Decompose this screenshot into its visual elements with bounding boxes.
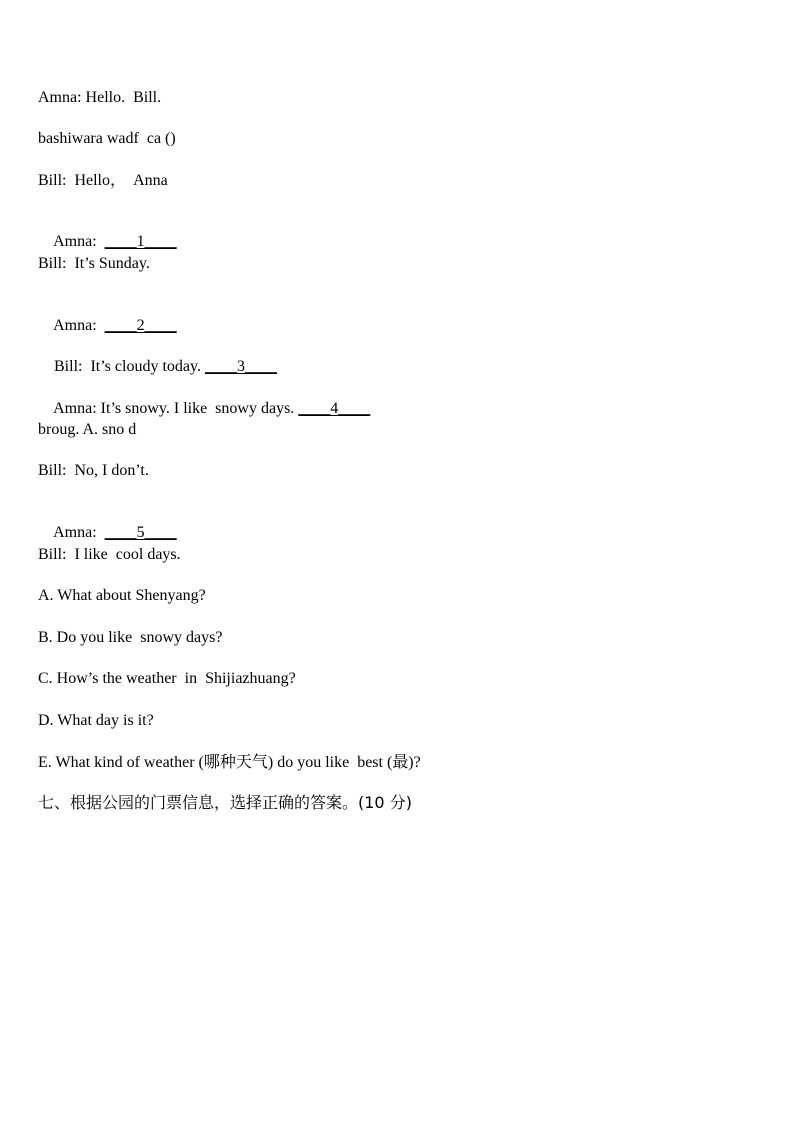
dialogue-line-3: Bill: Hello， Anna <box>38 172 168 189</box>
dialogue-line-10: Bill: No, I don’t. <box>38 462 149 479</box>
dialogue-line-1: Amna: Hello. Bill. <box>38 89 162 106</box>
speaker-prefix: Amna: <box>53 317 105 334</box>
option-b: B. Do you like snowy days? <box>38 629 223 646</box>
option-c: C. How’s the weather in Shijiazhuang? <box>38 670 296 687</box>
answer-blank-1: ____1____ <box>104 233 177 250</box>
speaker-prefix: Amna: <box>53 524 105 541</box>
option-d: D. What day is it? <box>38 712 154 729</box>
answer-blank-3: ____3____ <box>204 358 277 375</box>
speaker-prefix: Amna: It’s snowy. I like snowy days. <box>53 400 299 417</box>
answer-blank-5: ____5____ <box>104 524 177 541</box>
speaker-prefix: Bill: It’s cloudy today. <box>54 358 205 375</box>
answer-blank-4: ____4____ <box>298 400 371 417</box>
answer-blank-2: ____2____ <box>104 317 177 334</box>
dialogue-line-12: Bill: I like cool days. <box>38 546 181 563</box>
section-heading: 七、根据公园的门票信息，选择正确的答案。(10 分) <box>38 793 412 812</box>
dialogue-line-5: Bill: It’s Sunday. <box>38 255 150 272</box>
speaker-prefix: Amna: <box>53 233 105 250</box>
option-a: A. What about Shenyang? <box>38 587 206 604</box>
dialogue-line-2: bashiwara wadf ca () <box>38 130 176 147</box>
dialogue-line-9: broug. A. sno d <box>38 421 137 438</box>
option-e: E. What kind of weather (哪种天气) do you like best (最)? <box>38 754 421 771</box>
